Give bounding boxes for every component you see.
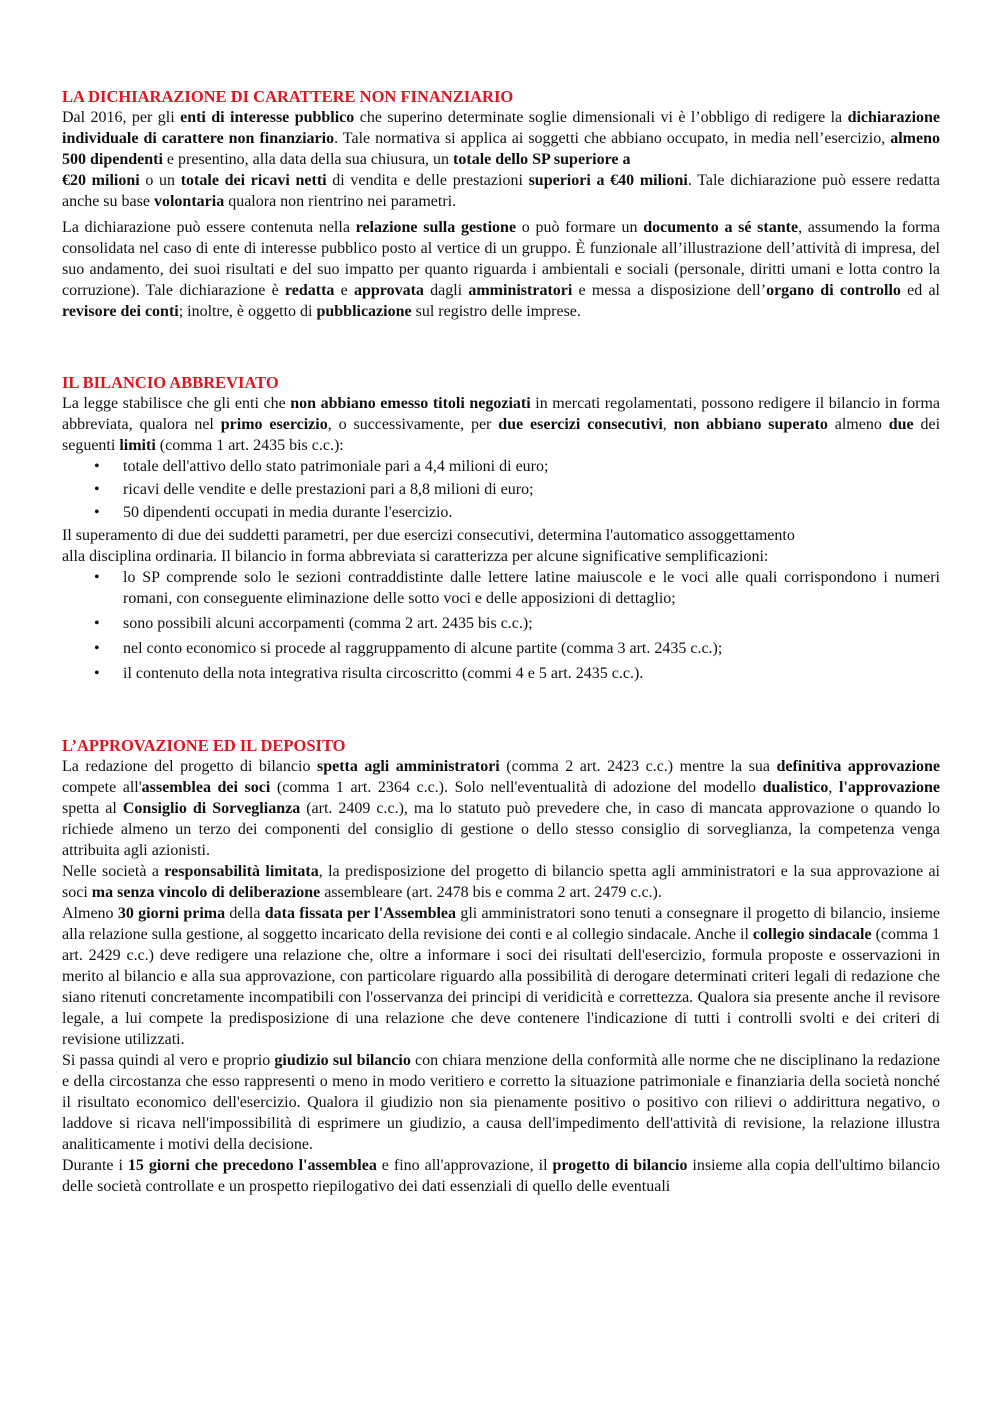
- text-run: di vendita e delle prestazioni: [326, 172, 529, 189]
- bold-text: €20 milioni: [62, 172, 140, 189]
- text-run: (art. 2409 c.c.), ma lo statuto può prevedere che, in caso di mancata approvazione o quando lo richiede almeno un terzo dei componenti del consiglio di gestione o dello stesso consiglio di sorveglianza, la competenza venga attribuita agli azionisti.: [62, 800, 941, 859]
- bold-text: collegio sindacale: [752, 926, 872, 943]
- paragraph: [62, 393, 940, 456]
- text-run: e presentino, alla data della sua chiusura, un: [162, 151, 454, 168]
- bold-text: due: [888, 416, 914, 433]
- list-item: • il contenuto della nota integrativa risulta circoscritto (commi 4 e 5 art. 2435 c.c.).: [123, 663, 940, 684]
- text-run: La redazione del progetto di bilancio: [62, 758, 317, 775]
- text-run: assembleare (art. 2478 bis e comma 2 art. 2479 c.c.).: [320, 884, 662, 901]
- list-item: • sono possibili alcuni accorpamenti (comma 2 art. 2435 bis c.c.);: [123, 613, 940, 634]
- text-run: . Tale dichiarazione può essere redatta anche su base: [62, 172, 941, 210]
- text-run: (comma 2 art. 2423 c.c.) mentre la sua: [499, 758, 777, 775]
- text-run: qualora non rientrino nei parametri.: [224, 193, 457, 210]
- text-run: compete all': [62, 779, 142, 796]
- bold-text: relazione sulla gestione: [355, 219, 517, 236]
- section-bilancio-abbreviato: [62, 372, 940, 684]
- text-run: con chiara menzione della conformità alle norme che ne disciplinano la redazione e della circostanza che esso rappresenti o meno in modo veritiero e corretto la situazione patrimoniale e finanziaria della società nonché il risultato economico dell'esercizio. Qualora il giudizio non sia pienamente positivo o positivo con rilievi o addirittura negativo, o laddove si ricava nell'impossibilità di esprimere un giudizio, a causa dell'impedimento dell'attività di revisione, la relazione illustra analiticamente i motivi della decisione.: [62, 1052, 940, 1153]
- bold-text: assemblea dei soci: [141, 779, 271, 796]
- text-run: Si passa quindi al vero e proprio: [62, 1052, 275, 1069]
- section-approvazione-deposito: [62, 735, 940, 1197]
- paragraph: [62, 217, 940, 322]
- text-run: spetta al: [62, 800, 123, 817]
- text-line: Il superamento di due dei suddetti parametri, per due esercizi consecutivi, determina l'automatico assoggettamento: [62, 527, 795, 544]
- paragraph: [62, 756, 940, 861]
- simplifications-list: [62, 567, 940, 684]
- paragraph: [62, 107, 940, 212]
- text-run: almeno: [827, 416, 889, 433]
- paragraph: [62, 903, 940, 1050]
- list-item: • ricavi delle vendite e delle prestazioni pari a 8,8 milioni di euro;: [123, 479, 940, 500]
- bold-text: approvata: [353, 282, 424, 299]
- text-run: , assumendo la forma consolidata nel caso di ente di interesse pubblico posto al vertice di un gruppo. È funzionale all’illustrazione dell’attività di impresa, del suo andamento, dei suoi risultati e del suo impatto per quanto riguarda i ambientali e sociali (personale, diritti umani e lotta contro la corruzione). Tale dichiarazione è: [62, 219, 941, 299]
- bold-text: amministratori: [468, 282, 573, 299]
- bold-text: 30 giorni prima: [117, 905, 226, 922]
- bold-text: 15 giorni che precedono l'assemblea: [127, 1157, 377, 1174]
- text-run: ,: [662, 416, 674, 433]
- bold-text: data fissata per l'Assemblea: [264, 905, 457, 922]
- bold-text: Consiglio di Sorveglianza: [122, 800, 301, 817]
- paragraph: [62, 1155, 940, 1197]
- list-item: • 50 dipendenti occupati in media durante l'esercizio.: [123, 502, 940, 523]
- bold-text: ma senza vincolo di deliberazione: [91, 884, 321, 901]
- bold-text: definitiva approvazione: [776, 758, 941, 775]
- text-run: dagli: [423, 282, 469, 299]
- bold-text: progetto di bilancio: [552, 1157, 688, 1174]
- bold-text: volontaria: [153, 193, 225, 210]
- bold-text: totale dello SP superiore a: [453, 151, 631, 168]
- text-run: Dal 2016, per gli: [62, 109, 181, 126]
- bold-text: redatta: [284, 282, 335, 299]
- text-run: o un: [139, 172, 181, 189]
- text-run: che superino determinate soglie dimensionali vi è l’obbligo di redigere la: [354, 109, 848, 126]
- bold-text: limiti: [119, 437, 156, 454]
- text-run: , o successivamente, per: [327, 416, 499, 433]
- bold-text: organo di controllo: [766, 282, 901, 299]
- bold-text: dualistico: [762, 779, 829, 796]
- bold-text: superiori a €40 milioni: [528, 172, 688, 189]
- bold-text: l'approvazione: [838, 779, 940, 796]
- text-line: alla disciplina ordinaria. Il bilancio in forma abbreviata si caratterizza per alcune significative semplificazioni:: [62, 548, 769, 565]
- bold-text: documento a sé stante: [643, 219, 799, 236]
- text-run: o può formare un: [516, 219, 644, 236]
- list-item: • lo SP comprende solo le sezioni contraddistinte dalle lettere latine maiuscole e le voci alle quali corrispondono i numeri romani, con conseguente eliminazione delle sotto voci e delle apposizioni di dettaglio;: [123, 567, 940, 609]
- text-run: La legge stabilisce che gli enti che: [62, 395, 291, 412]
- text-run: (comma 1 art. 2364 c.c.). Solo nell'eventualità di adozione del modello: [270, 779, 763, 796]
- section-heading: L’APPROVAZIONE ED IL DEPOSITO: [62, 736, 346, 755]
- section-heading: IL BILANCIO ABBREVIATO: [62, 373, 279, 392]
- paragraph: [62, 861, 940, 903]
- text-run: La dichiarazione può essere contenuta nella: [62, 219, 356, 236]
- text-run: e messa a disposizione dell’: [572, 282, 767, 299]
- bold-text: giudizio sul bilancio: [274, 1052, 411, 1069]
- bold-text: almeno 500 dipendenti: [62, 130, 940, 168]
- text-run: ed al: [900, 282, 941, 299]
- text-run: Durante i: [62, 1157, 128, 1174]
- section-dichiarazione: [62, 86, 940, 322]
- text-run: ,: [828, 779, 839, 796]
- text-run: gli amministratori sono tenuti a consegnare il progetto di bilancio, insieme alla relazione sulla gestione, al soggetto incaricato della revisione dei conti e al collegio sindacale. Anche il: [62, 905, 941, 943]
- bold-text: spetta agli amministratori: [316, 758, 500, 775]
- bold-text: primo esercizio: [220, 416, 328, 433]
- text-run: e fino all'approvazione, il: [376, 1157, 553, 1174]
- text-run: Nelle società a: [62, 863, 165, 880]
- document-page: [62, 86, 940, 1197]
- list-item: • nel conto economico si procede al raggruppamento di alcune partite (comma 3 art. 2435 c.c.);: [123, 638, 940, 659]
- text-run: in mercati regolamentati, possono redigere il bilancio in forma abbreviata, qualora nel: [62, 395, 940, 433]
- paragraph: [62, 525, 940, 567]
- text-run: . Tale normativa si applica ai soggetti che abbiano occupato, in media nell’esercizio,: [334, 130, 891, 147]
- text-run: insieme alla copia dell'ultimo bilancio delle società controllate e un prospetto riepilogativo dei dati essenziali di quello delle eventuali: [62, 1157, 941, 1195]
- text-run: della: [225, 905, 265, 922]
- bold-text: totale dei ricavi netti: [180, 172, 327, 189]
- text-run: e: [334, 282, 354, 299]
- bold-text: non abbiano superato: [673, 416, 828, 433]
- text-run: ; inoltre, è oggetto di: [178, 303, 317, 320]
- limits-list: [62, 456, 940, 523]
- text-run: , la predisposizione del progetto di bilancio spetta agli amministratori e la sua approvazione ai soci: [62, 863, 940, 901]
- text-run: dei seguenti: [62, 416, 941, 454]
- bold-text: revisore dei conti: [62, 303, 179, 320]
- bold-text: non abbiano emesso titoli negoziati: [290, 395, 531, 412]
- text-run: (comma 1 art. 2429 c.c.) deve redigere una relazione che, oltre a informare i soci dei risultati dell'esercizio, formula proposte e osservazioni in merito al bilancio e alla sua approvazione, con particolare riguardo alla possibilità di derogare determinati criteri legali di redazione che siano ritenuti concretamente incompatibili con l'osservanza dei principi di veridicità e correttezza. Qualora sia presente anche il revisore legale, a lui compete la predisposizione di una relazione che deve contenere l'indicazione di tutti i controlli svolti e dei criteri di revisione utilizzati.: [62, 926, 941, 1048]
- section-heading: LA DICHIARAZIONE DI CARATTERE NON FINANZIARIO: [62, 87, 514, 106]
- text-run: sul registro delle imprese.: [411, 303, 581, 320]
- bold-text: due esercizi consecutivi: [498, 416, 663, 433]
- bold-text: dichiarazione individuale di carattere non finanziario: [62, 109, 941, 147]
- list-item: • totale dell'attivo dello stato patrimoniale pari a 4,4 milioni di euro;: [123, 456, 940, 477]
- bold-text: enti di interesse pubblico: [180, 109, 355, 126]
- bold-text: pubblicazione: [316, 303, 412, 320]
- text-run: Almeno: [62, 905, 118, 922]
- paragraph: [62, 1050, 940, 1155]
- text-run: (comma 1 art. 2435 bis c.c.):: [155, 437, 344, 454]
- bold-text: responsabilità limitata: [164, 863, 319, 880]
